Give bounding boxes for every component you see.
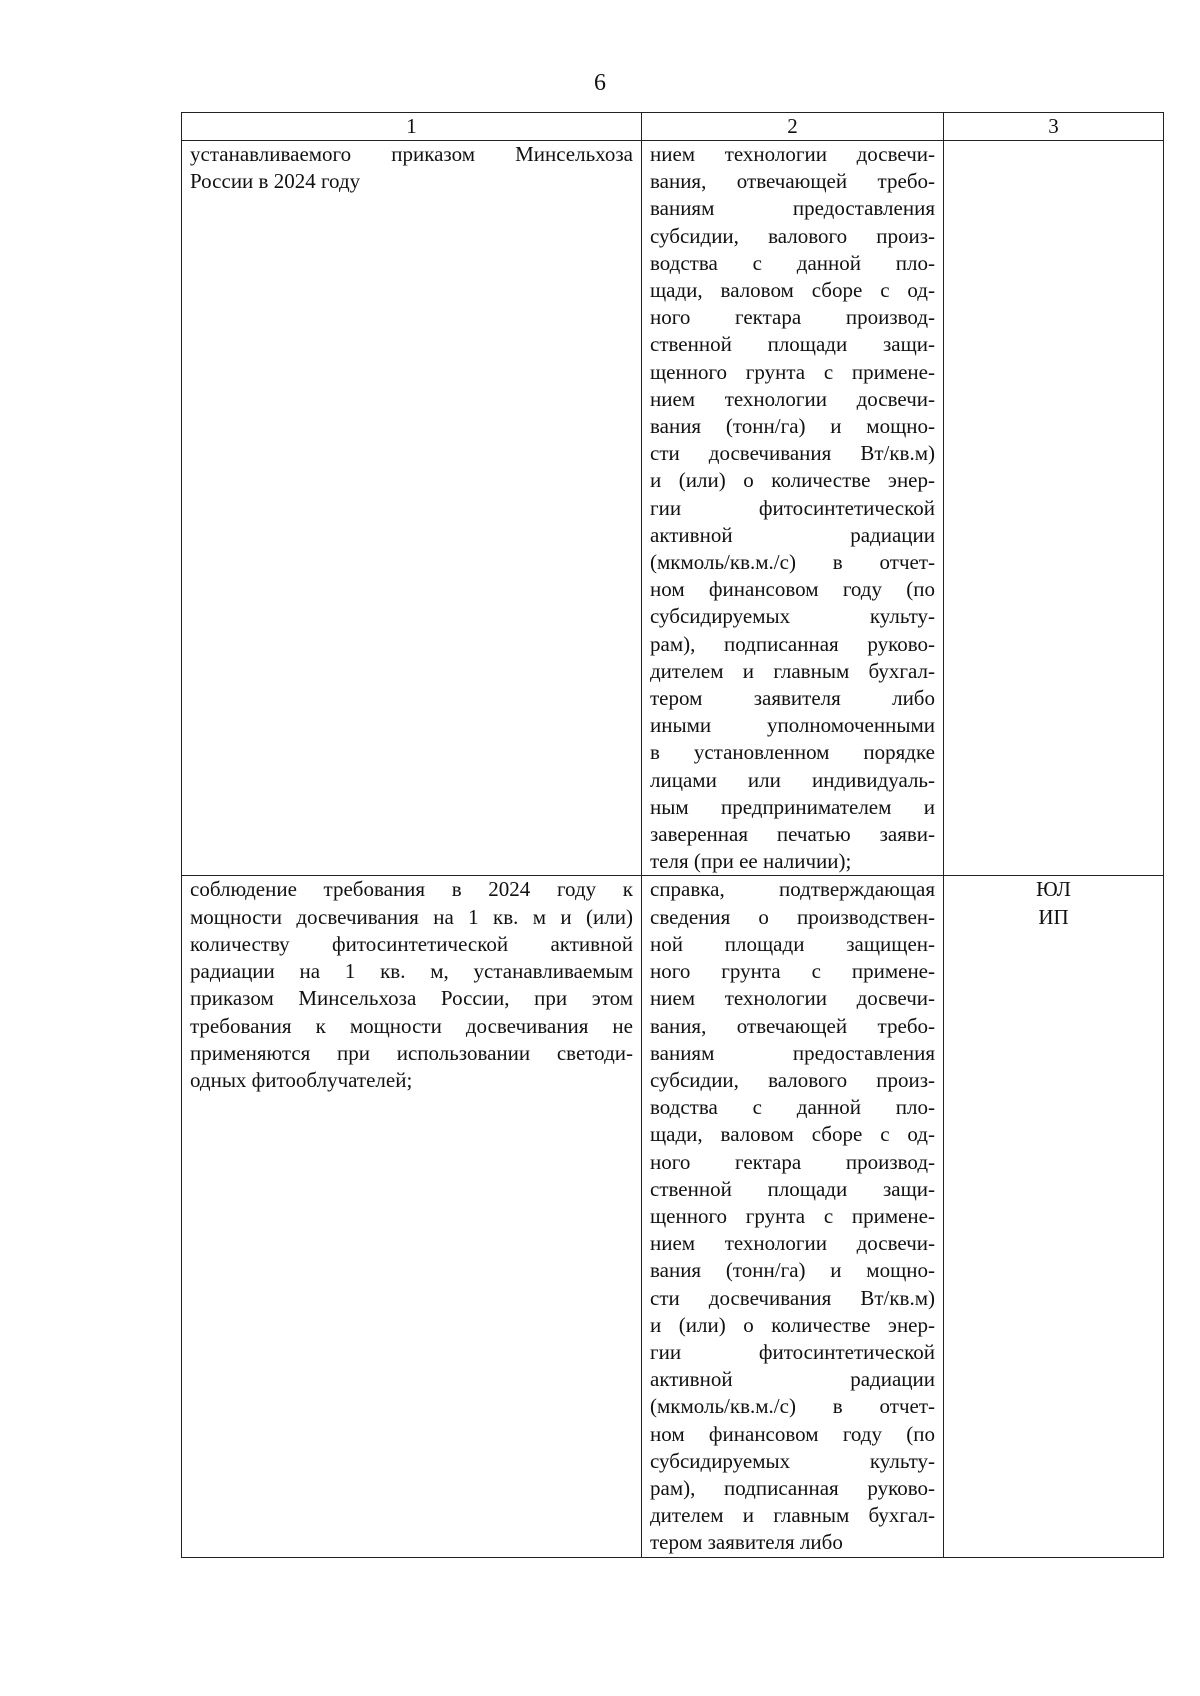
text-line: России в 2024 году — [190, 169, 361, 194]
row2-col3-cell — [944, 876, 1164, 1557]
text-line: справка, подтверждающая — [650, 877, 935, 902]
text-line: гии фитосинтетической — [650, 495, 935, 520]
row2-col2-text — [650, 876, 935, 1556]
text-line: (мкмоль/кв.м./с) в отчет- — [650, 550, 935, 575]
text-line: субсидируемых культу- — [650, 1448, 935, 1473]
text-line: дителем и главным бухгал- — [650, 1503, 935, 1528]
text-line: сти досвечивания Вт/кв.м) — [650, 441, 935, 466]
text-line: и (или) о количестве энер- — [650, 1312, 935, 1337]
text-line: субсидии, валового произ- — [650, 1067, 935, 1092]
table-row — [182, 141, 1164, 876]
text-line: вания, отвечающей требо- — [650, 169, 935, 194]
text-line: ном финансовом году (по — [650, 1421, 935, 1446]
text-line: ного гектара производ- — [650, 305, 935, 330]
text-line: щенного грунта с примене- — [650, 359, 935, 384]
row2-col2-cell — [642, 876, 944, 1557]
text-line: субсидии, валового произ- — [650, 223, 935, 248]
text-line: ным предпринимателем и — [650, 794, 935, 819]
table-header-row — [182, 113, 1164, 141]
text-line: устанавливаемого приказом Минсельхоза — [190, 142, 633, 166]
text-line: ваниям предоставления — [650, 196, 935, 221]
text-line: ного гектара производ- — [650, 1149, 935, 1174]
text-line: в установленном порядке — [650, 740, 935, 765]
text-line: субсидируемых культу- — [650, 604, 935, 629]
row2-col1-cell — [182, 876, 642, 1557]
text-line: иными уполномоченными — [650, 713, 935, 738]
text-line: рам), подписанная руково- — [650, 631, 935, 656]
row1-col1-text — [190, 141, 633, 195]
text-line: мощности досвечивания на 1 кв. м и (или) — [190, 904, 633, 929]
text-line: рам), подписанная руково- — [650, 1475, 935, 1500]
text-line: щади, валовом сборе с од- — [650, 278, 935, 303]
text-line: вания, отвечающей требо- — [650, 1013, 935, 1038]
header-col-3: 3 — [944, 113, 1164, 141]
text-line: ной площади защищен- — [650, 931, 935, 956]
row1-col2-cell — [642, 141, 944, 876]
text-line: ном финансовом году (по — [650, 577, 935, 602]
text-line: вания (тонн/га) и мощно- — [650, 414, 935, 439]
text-line: дителем и главным бухгал- — [650, 658, 935, 683]
text-line: нием технологии досвечи- — [650, 1231, 935, 1256]
text-line: активной радиации — [650, 1367, 935, 1392]
text-line: нием технологии досвечи- — [650, 386, 935, 411]
table-row — [182, 876, 1164, 1557]
row1-col3-cell — [944, 141, 1164, 876]
text-line: нием технологии досвечи- — [650, 986, 935, 1011]
header-col-2: 2 — [642, 113, 944, 141]
text-line: щенного грунта с примене- — [650, 1203, 935, 1228]
text-line: ЮЛ — [1036, 877, 1071, 902]
text-line: ИП — [1038, 904, 1069, 929]
text-line: ственной площади защи- — [650, 332, 935, 357]
row2-col3-text — [952, 876, 1155, 930]
text-line: водства с данной пло- — [650, 250, 935, 275]
text-line: теля (при ее наличии); — [650, 849, 852, 874]
text-line: соблюдение требования в 2024 году к — [190, 877, 633, 902]
text-line: гии фитосинтетической — [650, 1339, 935, 1364]
text-line: (мкмоль/кв.м./с) в отчет- — [650, 1394, 935, 1419]
page-number: 6 — [594, 70, 606, 96]
text-line: ного грунта с примене- — [650, 959, 935, 984]
text-line: одных фитооблучателей; — [190, 1067, 413, 1092]
text-line: тером заявителя либо — [650, 1530, 843, 1555]
text-line: сведения о производствен- — [650, 904, 935, 929]
text-line: заверенная печатью заяви- — [650, 822, 935, 847]
text-line: приказом Минсельхоза России, при этом — [190, 986, 633, 1011]
text-line: водства с данной пло- — [650, 1095, 935, 1120]
row1-col2-text — [650, 141, 935, 875]
text-line: применяются при использовании светоди- — [190, 1040, 633, 1065]
text-line: тером заявителя либо — [650, 686, 935, 711]
requirements-table — [181, 112, 1164, 1558]
text-line: ственной площади защи- — [650, 1176, 935, 1201]
row1-col1-cell — [182, 141, 642, 876]
text-line: вания (тонн/га) и мощно- — [650, 1258, 935, 1283]
text-line: лицами или индивидуаль- — [650, 767, 935, 792]
text-line: требования к мощности досвечивания не — [190, 1013, 633, 1038]
text-line: и (или) о количестве энер- — [650, 468, 935, 493]
text-line: радиации на 1 кв. м, устанавливаемым — [190, 959, 633, 984]
text-line: ваниям предоставления — [650, 1040, 935, 1065]
row2-col1-text — [190, 876, 633, 1094]
text-line: нием технологии досвечи- — [650, 142, 935, 166]
text-line: количеству фитосинтетической активной — [190, 931, 633, 956]
text-line: щади, валовом сборе с од- — [650, 1122, 935, 1147]
text-line: сти досвечивания Вт/кв.м) — [650, 1285, 935, 1310]
text-line: активной радиации — [650, 522, 935, 547]
header-col-1: 1 — [182, 113, 642, 141]
